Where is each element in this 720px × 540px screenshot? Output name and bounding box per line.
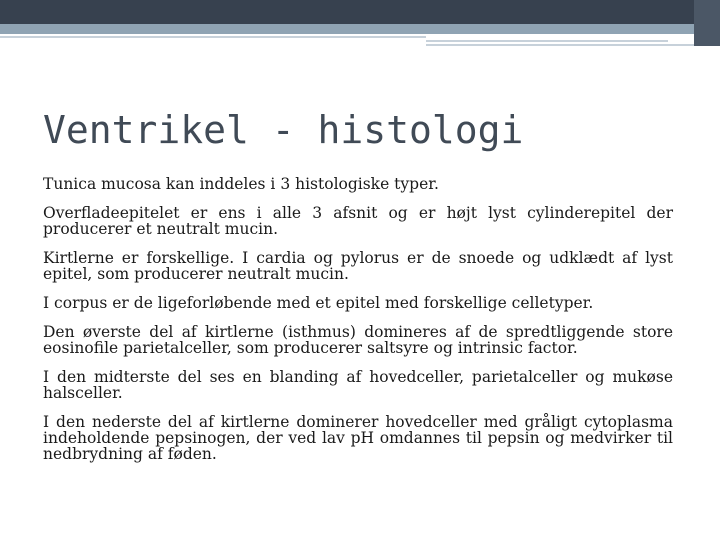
slide-title: Ventrikel - histologi [43, 108, 524, 152]
paragraph: Kirtlerne er forskellige. I cardia og pylorus er de snoede og udklædt af lyst epitel, som producerer neutralt mucin. [43, 249, 673, 283]
paragraph: Overfladeepitelet er ens i alle 3 afsnit og er højt lyst cylinderepitel der producerer et neutralt mucin. [43, 204, 673, 238]
paragraph: I den nederste del af kirtlerne dominerer hovedceller med gråligt cytoplasma indeholdende pepsinogen, der ved lav pH omdannes til pepsin og medvirker til nedbrydning af føden. [43, 413, 673, 463]
paragraph: Den øverste del af kirtlerne (isthmus) domineres af de spredtliggende store eosinofile parietalceller, som producerer saltsyre og intrinsic factor. [43, 323, 673, 357]
paragraph: Tunica mucosa kan inddeles i 3 histologiske typer. [43, 175, 439, 193]
accent-line [0, 36, 426, 38]
paragraph: I den midterste del ses en blanding af hovedceller, parietalceller og mukøse halsceller. [43, 368, 673, 402]
paragraph: I corpus er de ligeforløbende med et epitel med forskellige celletyper. [43, 294, 594, 312]
accent-line [426, 40, 668, 42]
header-bar [0, 0, 720, 24]
slide-body [43, 176, 673, 475]
corner-block [694, 0, 720, 46]
header-stripe [0, 24, 720, 34]
accent-line [426, 44, 694, 46]
